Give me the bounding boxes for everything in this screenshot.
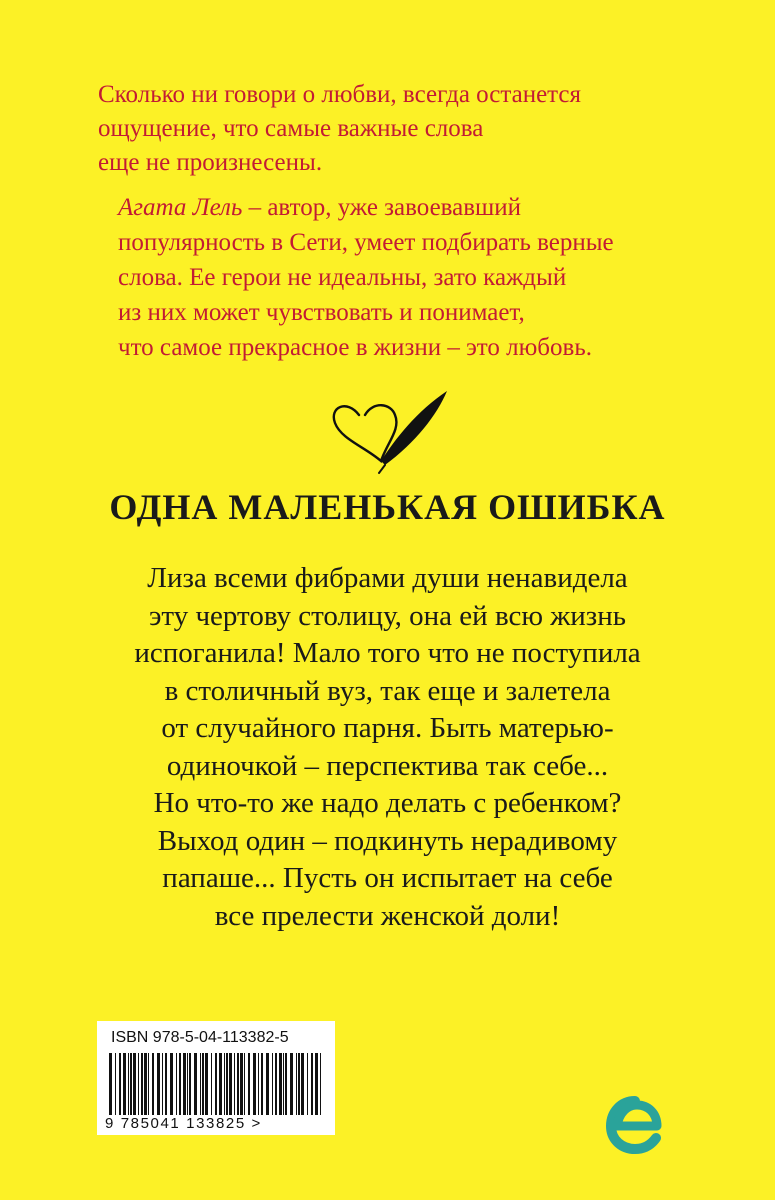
author-description-line: что самое прекрасное в жизни – это любовь.	[118, 334, 592, 361]
isbn-number: ISBN 978-5-04-113382-5	[111, 1029, 289, 1046]
author-description-line: популярность в Сети, умеет подбирать верные	[118, 229, 614, 256]
epigraph-line: Сколько ни говори о любви, всегда останется	[98, 81, 582, 108]
heart-quill-icon	[325, 385, 455, 475]
blurb-line: Но что-то же надо делать с ребенком?	[153, 787, 622, 819]
author-description-line	[118, 190, 738, 225]
book-title: ОДНА МАЛЕНЬКАЯ ОШИБКА	[109, 487, 666, 527]
isbn-barcode	[97, 1021, 335, 1135]
author-name: Агата Лель	[118, 194, 243, 221]
barcode-digits: 9 785041 133825 >	[105, 1115, 262, 1132]
author-description-line: из них может чувствовать и понимает,	[118, 299, 525, 326]
epigraph-line: ощущение, что самые важные слова	[98, 115, 484, 142]
blurb-line: одиночкой – перспектива так себе...	[166, 749, 609, 782]
blurb-line: Выход один – подкинуть нерадивому	[157, 824, 618, 857]
author-description-line: слова. Ее герои не идеальны, зато каждый	[118, 264, 567, 291]
author-description-text: – автор, уже завоевавший	[242, 194, 522, 221]
author-description	[118, 190, 738, 365]
epigraph-quote	[98, 78, 738, 180]
blurb-line: эту чертову столицу, она ей всю жизнь	[148, 599, 627, 632]
blurb-line: Лиза всеми фибрами души ненавидела	[147, 562, 628, 594]
blurb-line: папаше... Пусть он испытает на себе	[162, 862, 613, 894]
blurb-line: все прелести женской доли!	[214, 899, 561, 932]
blurb-line: от случайного парня. Быть матерью-	[161, 712, 614, 744]
epigraph-line: еще не произнесены.	[98, 149, 323, 176]
blurb-line: испоганила! Мало того что не поступила	[134, 637, 641, 669]
book-blurb	[40, 560, 735, 935]
barcode-bars	[105, 1053, 327, 1115]
eksmo-logo-icon	[605, 1095, 665, 1155]
blurb-line: в столичный вуз, так еще и залетела	[164, 674, 611, 707]
